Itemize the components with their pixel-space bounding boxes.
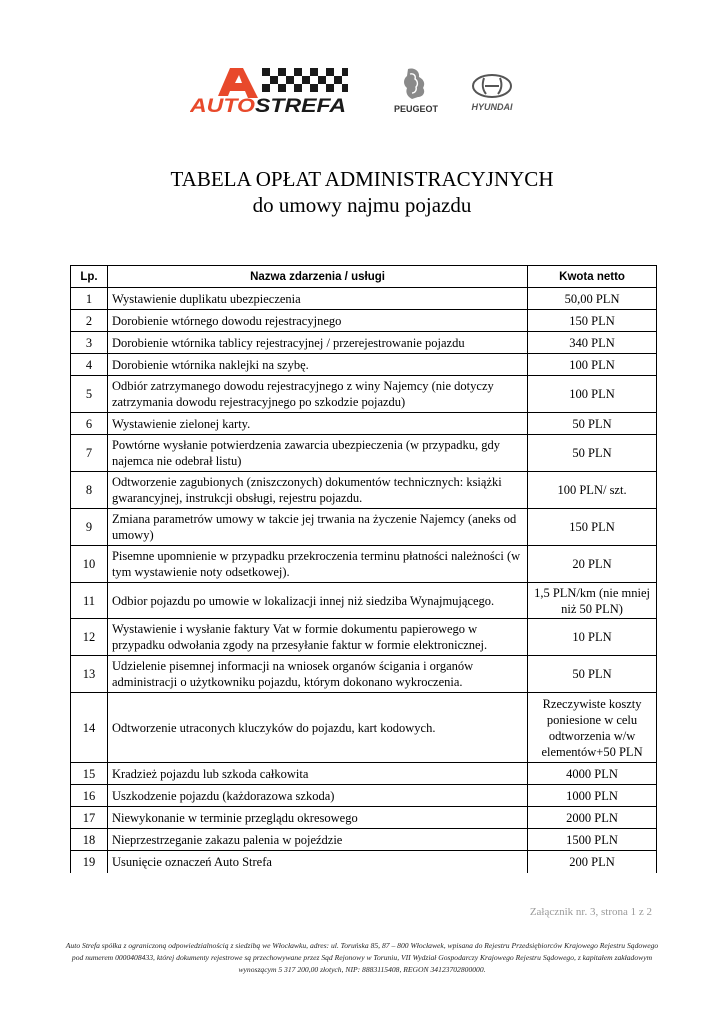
row-number: 13 — [71, 656, 108, 693]
row-number: 15 — [71, 763, 108, 785]
fees-table — [70, 265, 657, 873]
row-number: 14 — [71, 693, 108, 763]
row-amount: 150 PLN — [528, 509, 657, 546]
table-row — [71, 785, 657, 807]
row-description: Usunięcie oznaczeń Auto Strefa — [107, 851, 527, 873]
row-number: 16 — [71, 785, 108, 807]
row-amount: 340 PLN — [528, 332, 657, 354]
row-number: 6 — [71, 413, 108, 435]
table-row — [71, 656, 657, 693]
row-amount: 50 PLN — [528, 413, 657, 435]
row-amount: 1,5 PLN/km (nie mniej niż 50 PLN) — [528, 583, 657, 619]
row-description: Odbiór zatrzymanego dowodu rejestracyjnego z winy Najemcy (nie dotyczy zatrzymania dowodu rejestracyjnego po szkodzie pojazdu) — [107, 376, 527, 413]
row-amount: 1500 PLN — [528, 829, 657, 851]
svg-text:PEUGEOT: PEUGEOT — [393, 104, 439, 114]
table-row — [71, 851, 657, 873]
document-subtitle: do umowy najmu pojazdu — [252, 193, 472, 217]
table-row — [71, 693, 657, 763]
row-number: 18 — [71, 829, 108, 851]
document-title: TABELA OPŁAT ADMINISTRACYJNYCH — [170, 167, 554, 191]
column-header-lp: Lp. — [71, 266, 108, 288]
row-amount: Rzeczywiste koszty poniesione w celu odtworzenia w/w elementów+50 PLN — [528, 693, 657, 763]
row-description: Odtworzenie zagubionych (zniszczonych) dokumentów technicznych: książki gwarancyjnej, instrukcji obsługi, rejestru pojazdu. — [107, 472, 527, 509]
column-header-name: Nazwa zdarzenia / usługi — [107, 266, 527, 288]
row-number: 8 — [71, 472, 108, 509]
table-row — [71, 332, 657, 354]
table-row — [71, 435, 657, 472]
row-amount: 50,00 PLN — [528, 288, 657, 310]
row-description: Kradzież pojazdu lub szkoda całkowita — [107, 763, 527, 785]
autostrefa-logo — [190, 66, 348, 116]
row-amount: 100 PLN/ szt. — [528, 472, 657, 509]
row-number: 4 — [71, 354, 108, 376]
row-amount: 100 PLN — [528, 376, 657, 413]
row-description: Wystawienie zielonej karty. — [107, 413, 527, 435]
table-row — [71, 354, 657, 376]
row-description: Nieprzestrzeganie zakazu palenia w pojeździe — [107, 829, 527, 851]
row-number: 17 — [71, 807, 108, 829]
row-amount: 20 PLN — [528, 546, 657, 583]
table-row — [71, 288, 657, 310]
table-header-row — [71, 266, 657, 288]
row-description: Dorobienie wtórnika naklejki na szybę. — [107, 354, 527, 376]
table-row — [71, 546, 657, 583]
row-description: Powtórne wysłanie potwierdzenia zawarcia ubezpieczenia (w przypadku, gdy najemca nie odebrał listu) — [107, 435, 527, 472]
svg-text:HYUNDAI: HYUNDAI — [471, 102, 513, 112]
row-description: Zmiana parametrów umowy w takcie jej trwania na życzenie Najemcy (aneks od umowy) — [107, 509, 527, 546]
row-amount: 100 PLN — [528, 354, 657, 376]
column-header-amount: Kwota netto — [528, 266, 657, 288]
row-amount: 50 PLN — [528, 656, 657, 693]
row-amount: 150 PLN — [528, 310, 657, 332]
table-row — [71, 472, 657, 509]
row-description: Wystawienie i wysłanie faktury Vat w formie dokumentu papierowego w przypadku odwołania zgody na przesyłanie faktur w formie elektronicznej. — [107, 619, 527, 656]
row-description: Odtworzenie utraconych kluczyków do pojazdu, kart kodowych. — [107, 693, 527, 763]
row-amount: 10 PLN — [528, 619, 657, 656]
row-description: Pisemne upomnienie w przypadku przekroczenia terminu płatności należności (w tym wystawienie noty odsetkowej). — [107, 546, 527, 583]
table-row — [71, 413, 657, 435]
row-description: Niewykonanie w terminie przeglądu okresowego — [107, 807, 527, 829]
row-amount: 50 PLN — [528, 435, 657, 472]
table-row — [71, 829, 657, 851]
row-amount: 2000 PLN — [528, 807, 657, 829]
table-row — [71, 310, 657, 332]
table-row — [71, 583, 657, 619]
table-row — [71, 376, 657, 413]
row-number: 5 — [71, 376, 108, 413]
annex-page-label: Załącznik nr. 3, strona 1 z 2 — [529, 906, 652, 918]
header-logos — [0, 66, 724, 122]
table-row — [71, 807, 657, 829]
row-description: Odbior pojazdu po umowie w lokalizacji innej niż siedziba Wynajmującego. — [107, 583, 527, 619]
row-number: 9 — [71, 509, 108, 546]
row-amount: 200 PLN — [528, 851, 657, 873]
row-number: 12 — [71, 619, 108, 656]
table-row — [71, 509, 657, 546]
row-description: Dorobienie wtórnika tablicy rejestracyjnej / przerejestrowanie pojazdu — [107, 332, 527, 354]
row-amount: 4000 PLN — [528, 763, 657, 785]
table-row — [71, 763, 657, 785]
row-number: 19 — [71, 851, 108, 873]
table-row — [71, 619, 657, 656]
peugeot-logo — [388, 66, 444, 116]
svg-text:AUTOSTREFA: AUTO STREFA — [190, 96, 330, 116]
row-number: 11 — [71, 583, 108, 619]
row-number: 10 — [71, 546, 108, 583]
hyundai-logo — [462, 72, 522, 116]
row-number: 7 — [71, 435, 108, 472]
row-description: Uszkodzenie pojazdu (każdorazowa szkoda) — [107, 785, 527, 807]
row-description: Udzielenie pisemnej informacji na wniosek organów ścigania i organów administracji o użytkowniku pojazdu, którym dokonano wykroczenia. — [107, 656, 527, 693]
row-number: 3 — [71, 332, 108, 354]
company-footer: Auto Strefa spółka z ograniczoną odpowiedzialnością z siedzibą we Włocławku, adres: ul. Toruńska 85, 87 – 800 Włocławek, wpisana do Rejestru Przedsiębiorców Krajowego Rejestru Sądowego pod numerem 0000408433, której dokumenty rejestrowe są przechowywane przez Sąd Rejonowy w Toruniu, VII Wydział Gospodarczy Krajowego Rejestru Sądowego, z kapitałem zakładowym wynoszącym 5 317 200,00 złotych, NIP: 8883115408, REGON 34123702800000. — [65, 941, 659, 974]
row-description: Wystawienie duplikatu ubezpieczenia — [107, 288, 527, 310]
row-amount: 1000 PLN — [528, 785, 657, 807]
row-number: 2 — [71, 310, 108, 332]
row-description: Dorobienie wtórnego dowodu rejestracyjnego — [107, 310, 527, 332]
row-number: 1 — [71, 288, 108, 310]
